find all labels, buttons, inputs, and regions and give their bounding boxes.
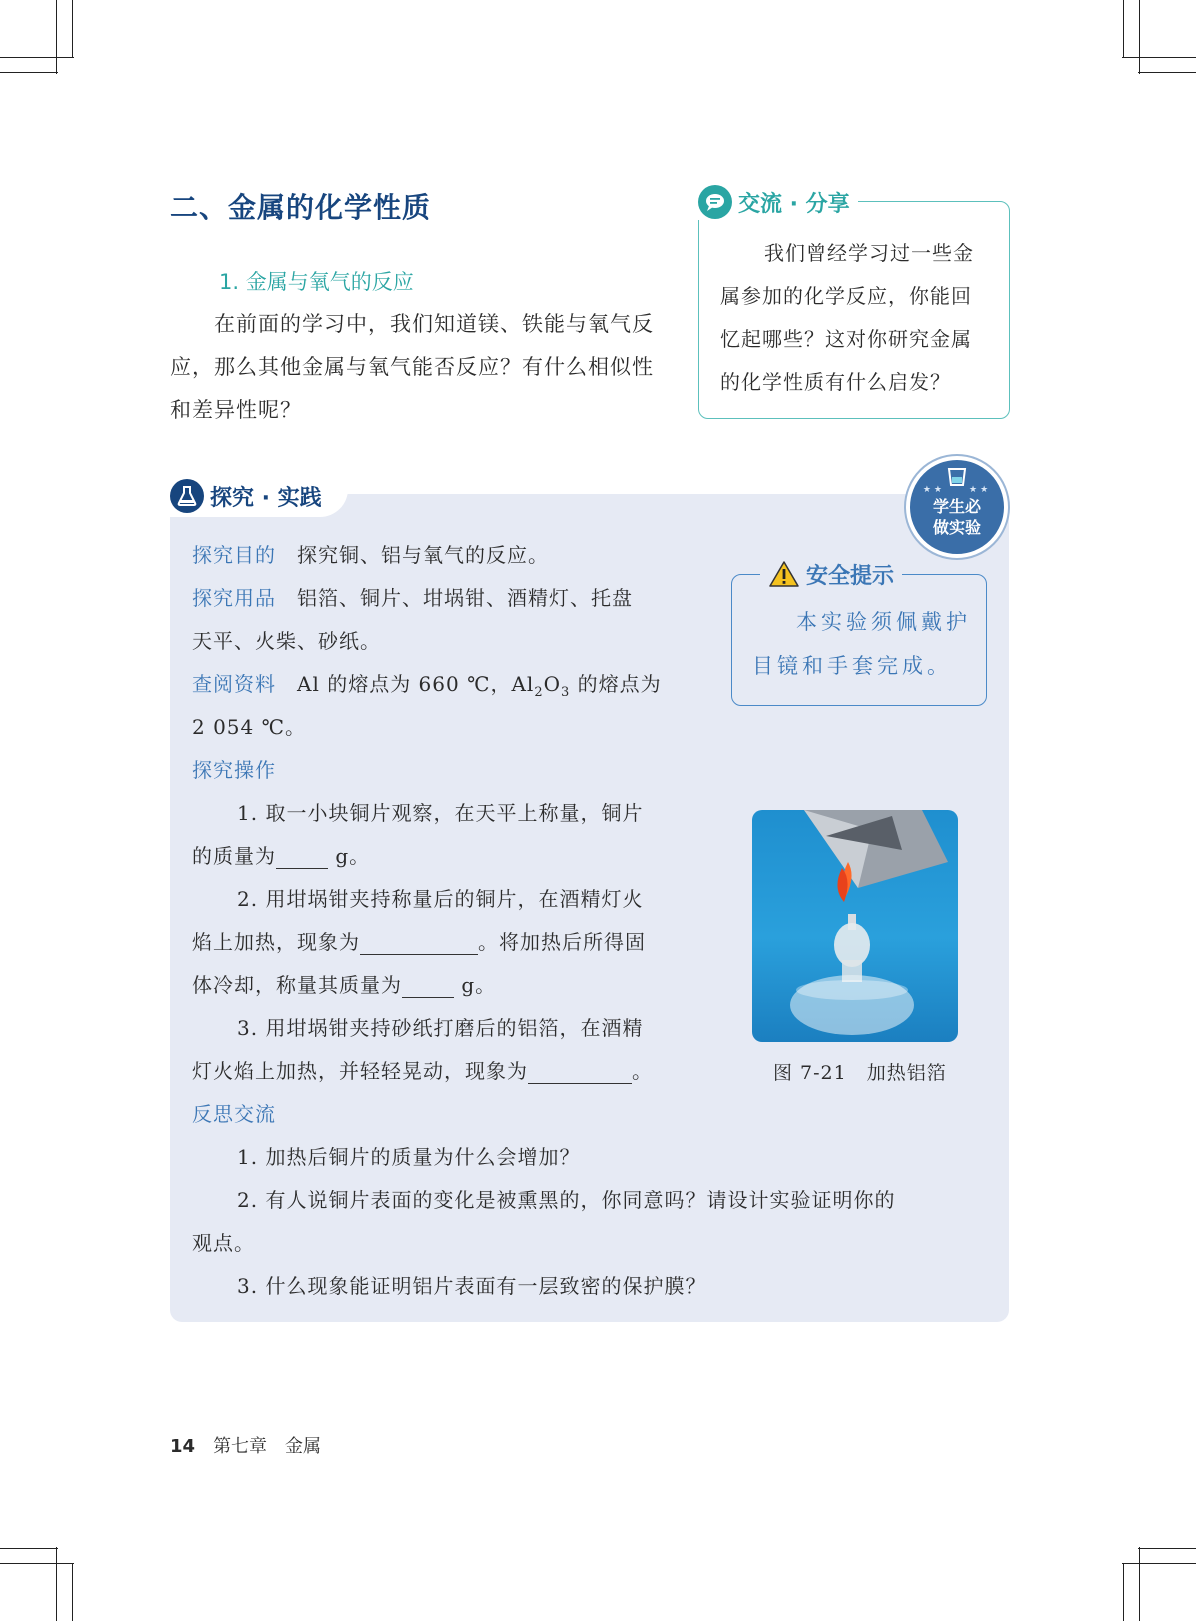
section-subtitle: 1. 金属与氧气的反应 [219,270,414,294]
materials-label: 探究用品 [192,586,276,610]
figure-caption: 图 7-21 加热铝箔 [773,1062,947,1084]
materials-line [192,582,633,611]
crop-mark [56,1547,57,1621]
reflect-label: 反思交流 [192,1102,276,1126]
crop-mark [1138,1548,1196,1549]
share-title: 交流 · 分享 [738,191,850,217]
crop-mark [1123,1563,1124,1621]
reference-line-2: 2 054 ℃。 [192,715,306,739]
op2-unit: g。 [461,973,497,997]
share-header [698,184,858,220]
safety-header [760,557,902,591]
op3-text: 灯火焰上加热，并轻轻晃动，现象为 [192,1059,528,1083]
crop-mark [1139,1547,1140,1621]
subscript-2: 2 [534,685,544,700]
required-experiment-badge [906,456,1008,558]
crop-mark [1123,0,1124,58]
page-number: 14 [170,1436,196,1457]
reference-label: 查阅资料 [192,672,276,696]
intro-paragraph: 在前面的学习中，我们知道镁、铁能与氧气反应，那么其他金属与氧气能否反应？有什么相似性和差异性呢？ [170,312,654,422]
answer-blank[interactable] [402,973,454,998]
crop-mark [72,1563,73,1621]
operation-step-2-cont-2 [192,969,496,998]
purpose-text: 探究铜、铝与氧气的反应。 [297,543,549,567]
safety-title: 安全提示 [806,563,895,589]
reference-line [192,668,662,700]
crop-mark [1122,1563,1196,1564]
answer-blank[interactable] [528,1059,632,1084]
crop-mark [0,1548,58,1549]
reflect-question-2: 2. 有人说铜片表面的变化是被熏黑的，你同意吗？请设计实验证明你的 [237,1188,896,1212]
operation-step-1: 1. 取一小块铜片观察，在天平上称量，铜片 [237,801,644,825]
flask-icon [170,479,204,513]
warning-icon [768,560,800,588]
crop-mark [0,1563,74,1564]
page-footer [170,1432,321,1458]
operation-step-2: 2. 用坩埚钳夹持称量后的铜片，在酒精灯火 [237,887,644,911]
operation-label: 探究操作 [192,758,276,782]
materials-line-2: 天平、火柴、砂纸。 [192,629,381,653]
op3-end: 。 [632,1059,653,1083]
chat-bubble-icon [698,185,732,219]
reflect-question-3: 3. 什么现象能证明铝片表面有一层致密的保护膜？ [237,1274,707,1298]
op1-text: 的质量为 [192,844,276,868]
subscript-3: 3 [561,685,571,700]
crop-mark [56,0,57,74]
crop-mark [72,0,73,58]
purpose-line [192,539,549,568]
explore-header [170,475,348,517]
reference-text-a: Al 的熔点为 660 ℃，Al [297,672,535,696]
figure-photo [752,810,958,1042]
section-title: 二、金属的化学性质 [170,191,432,224]
reflect-question-2-cont: 观点。 [192,1231,255,1255]
answer-blank[interactable] [360,930,478,955]
crop-mark [1138,72,1196,73]
op2-text-2: 。将加热后所得固 [478,930,646,954]
safety-text: 本实验须佩戴护目镜和手套完成。 [752,610,971,678]
operation-step-3-cont [192,1055,653,1084]
op2-text: 焰上加热，现象为 [192,930,360,954]
badge-stars: ★★ ★★ [922,485,992,495]
op2-text-3: 体冷却，称量其质量为 [192,973,402,997]
reflect-question-1: 1. 加热后铜片的质量为什么会增加？ [237,1145,581,1169]
share-text: 我们曾经学习过一些金属参加的化学反应，你能回忆起哪些？这对你研究金属的化学性质有什么启发？ [720,241,974,394]
operation-step-1-cont [192,840,370,869]
chapter-name: 第七章 金属 [213,1436,322,1457]
operation-step-3: 3. 用坩埚钳夹持砂纸打磨后的铝箔，在酒精 [237,1016,644,1040]
crop-mark [1122,57,1196,58]
crop-mark [0,72,58,73]
alcohol-lamp-illustration [752,810,958,1042]
crop-mark [0,57,74,58]
reference-text-b: 的熔点为 [570,672,662,696]
operation-step-2-cont [192,926,646,955]
op1-unit: g。 [335,844,371,868]
explore-title: 探究 · 实践 [210,485,322,511]
answer-blank[interactable] [276,844,328,869]
crop-mark [1139,0,1140,74]
reference-o: O [543,672,561,696]
materials-text: 铝箔、铜片、坩埚钳、酒精灯、托盘 [297,586,633,610]
purpose-label: 探究目的 [192,543,276,567]
badge-text: 学生必做实验 [932,497,981,537]
